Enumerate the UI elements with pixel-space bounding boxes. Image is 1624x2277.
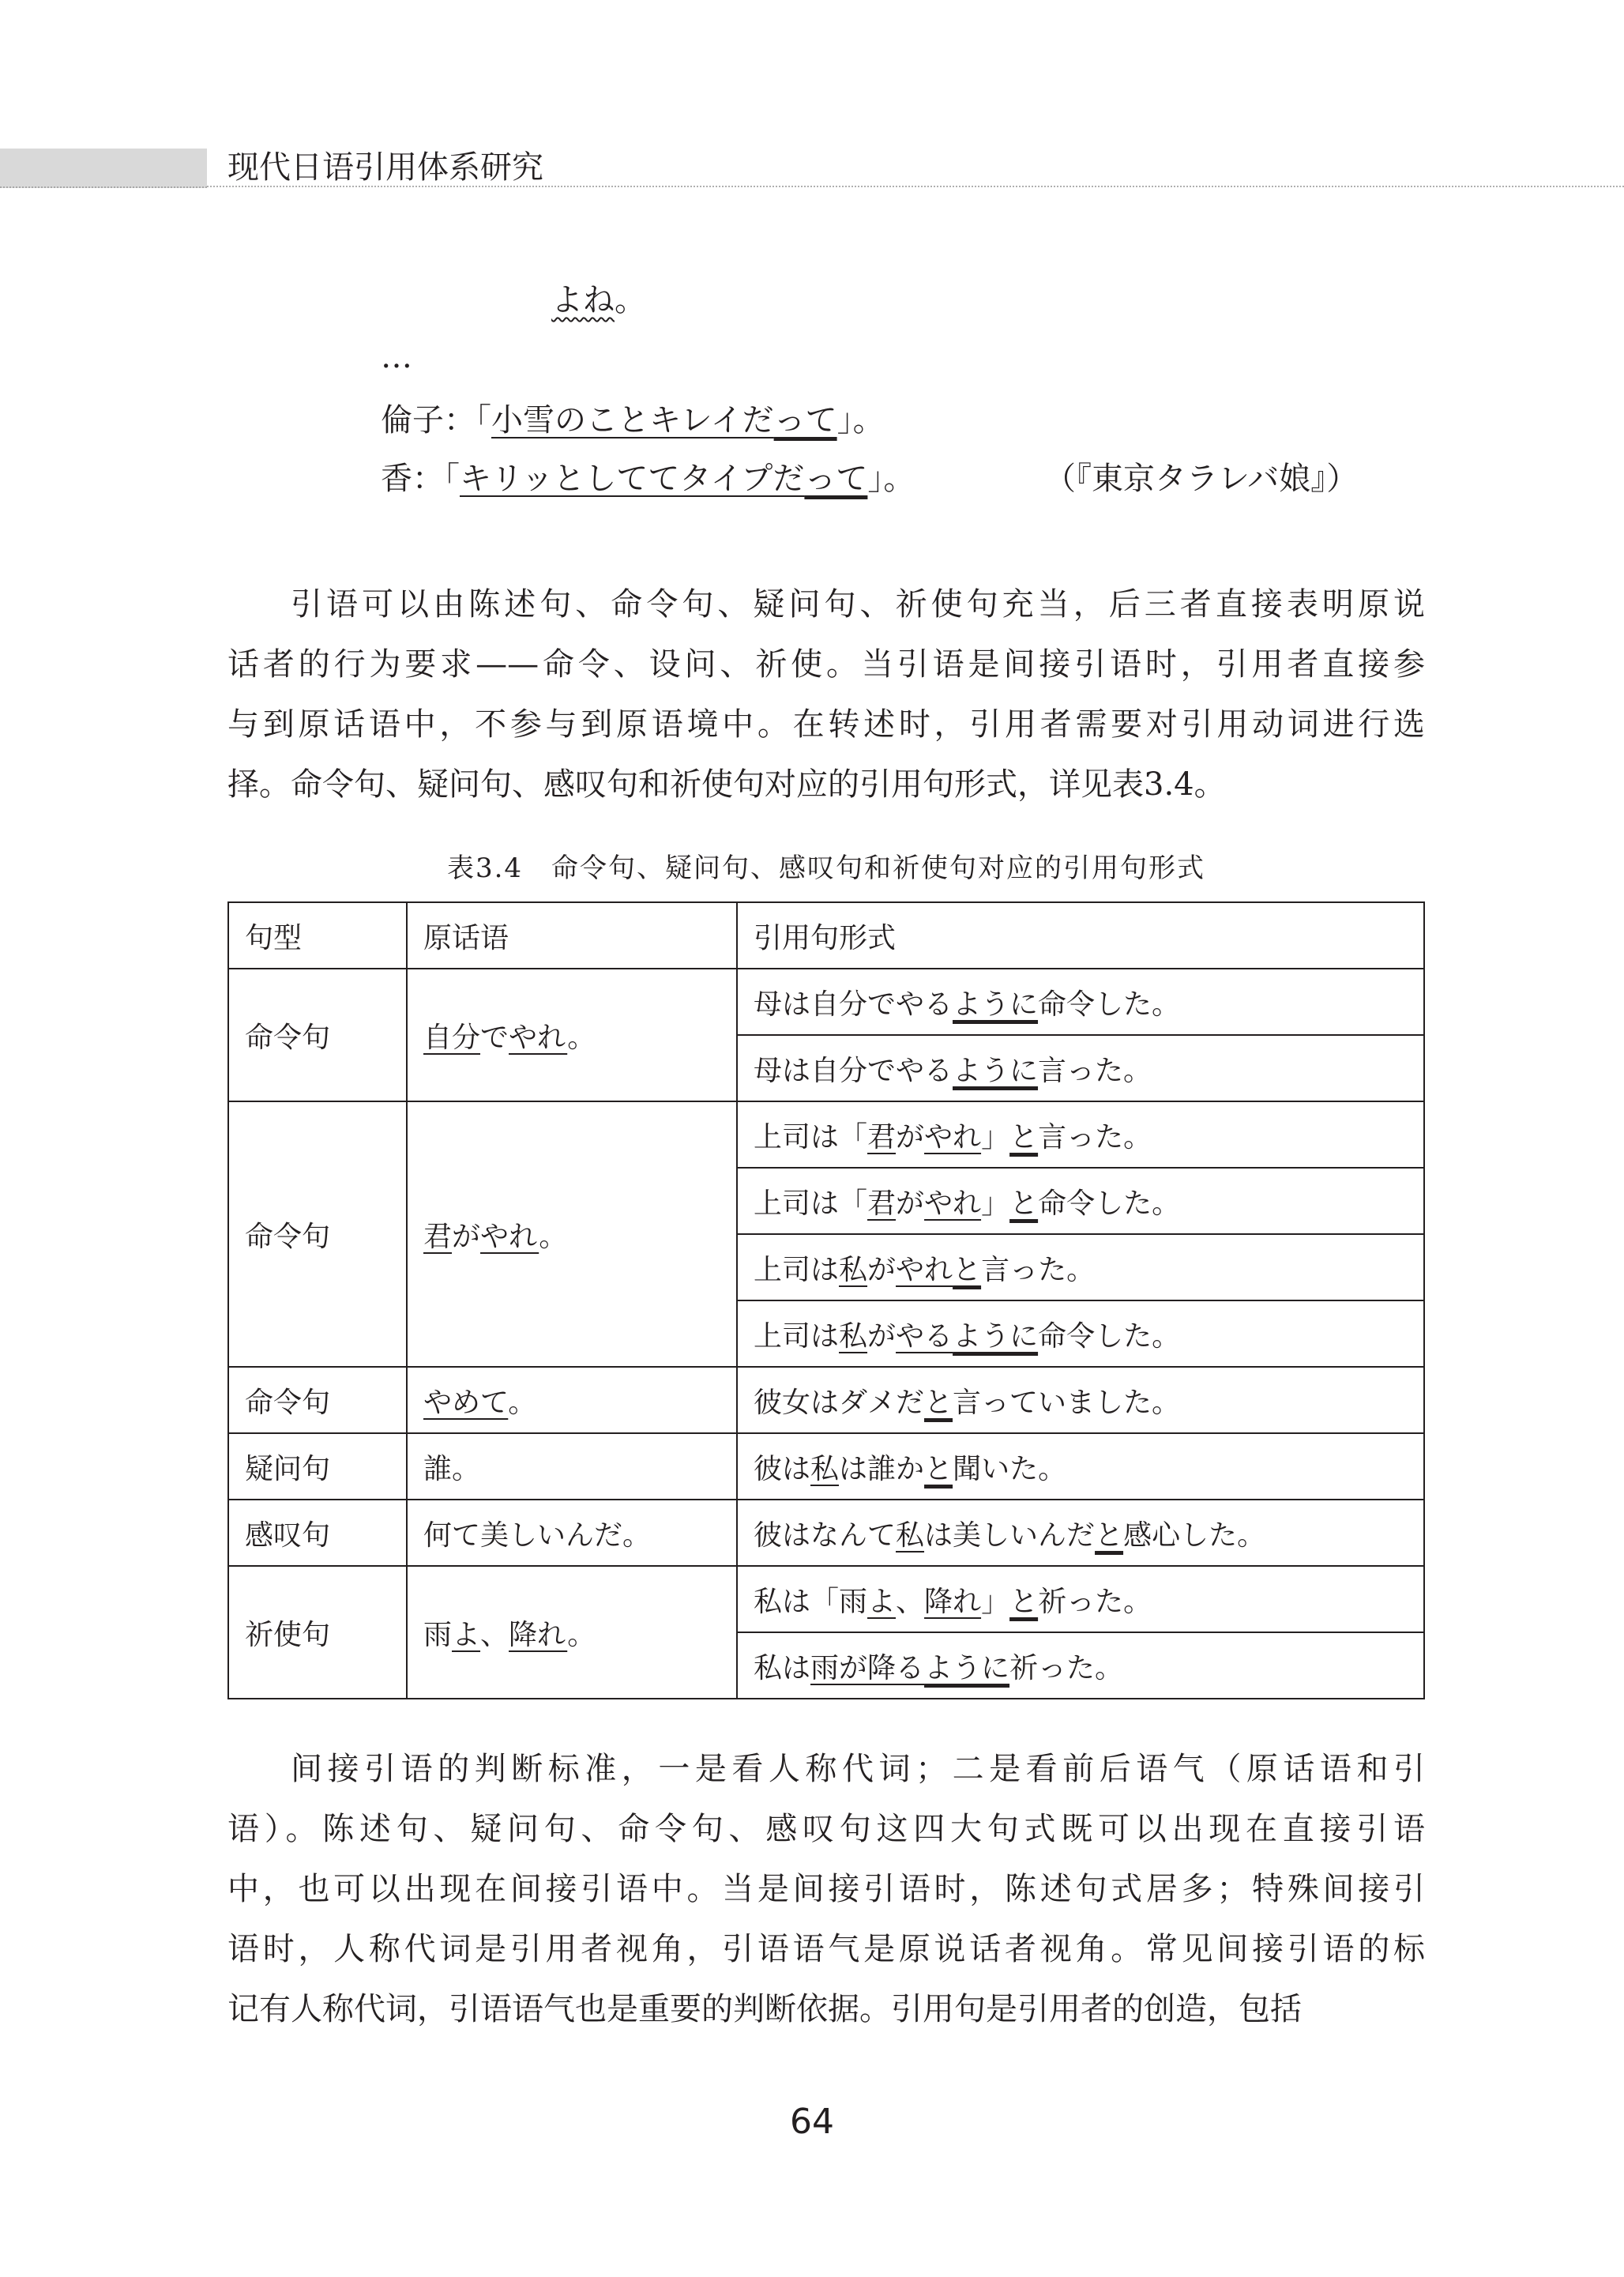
header-band (0, 149, 207, 188)
text-segment: 母は自分でやる (754, 988, 953, 1021)
paragraph-line: 记有人称代词，引语语气也是重要的判断依据。引用句是引用者的创造，包括 (227, 1991, 1302, 2027)
underlined-text: 私 (839, 1319, 868, 1353)
underlined-text: キリッとしててタイプだ (460, 461, 805, 497)
text-segment: 。 (539, 1220, 568, 1253)
table-row (228, 969, 1424, 1035)
text-segment: 感心した。 (1123, 1519, 1266, 1552)
quotation-form-cell (737, 1500, 1424, 1566)
text-segment: 。 (567, 1021, 596, 1054)
text-segment: が (867, 1253, 897, 1286)
underlined-text: やれ (509, 1021, 568, 1054)
original-utterance-cell (407, 1433, 737, 1500)
example-line-1 (381, 398, 885, 442)
text-segment: が (452, 1220, 481, 1253)
original-utterance-cell (407, 1367, 737, 1433)
underlined-text: 降れ (924, 1585, 982, 1618)
underlined-text: と (1095, 1519, 1124, 1552)
text-segment: 私は (754, 1651, 811, 1684)
underlined-text: 君 (423, 1220, 453, 1253)
sentence-type-cell: 感叹句 (228, 1500, 407, 1566)
underlined-text: 私 (839, 1253, 868, 1286)
sentence-type-cell: 命令句 (228, 1367, 407, 1433)
underlined-text: と (1009, 1187, 1039, 1220)
text-segment: 、 (480, 1618, 509, 1651)
text-segment: 」。 (867, 461, 915, 497)
quotation-form-cell (737, 1632, 1424, 1699)
text-segment: 倫子：「 (381, 402, 491, 438)
underlined-text: よ (452, 1618, 481, 1651)
underlined-text: って (804, 461, 868, 497)
text-segment: 彼女はダメだ (754, 1386, 925, 1419)
sentence-type-cell: 命令句 (228, 1101, 407, 1367)
underlined-text: と (1009, 1120, 1039, 1154)
page-number: 64 (790, 2102, 834, 2142)
paragraph-2 (227, 1739, 1425, 2039)
text-segment: 私は「雨 (754, 1585, 868, 1618)
quotation-form-cell (737, 1168, 1424, 1234)
underlined-text: 君 (867, 1120, 897, 1154)
quotation-form-cell (737, 1234, 1424, 1300)
underlined-text: 私 (810, 1452, 840, 1485)
underlined-text: 雨が降る (810, 1651, 925, 1684)
paragraph-line: 与到原话语中，不参与到原语境中。在转述时，引用者需要对引用动词进行选 (227, 706, 1425, 743)
underlined-text: ように (953, 1319, 1039, 1353)
text-segment: 言っていました。 (953, 1386, 1181, 1419)
underlined-text: やれ (924, 1120, 982, 1154)
sentence-type-cell: 疑问句 (228, 1433, 407, 1500)
paragraph-line: 间接引语的判断标准，一是看人称代词；二是看前后语气（原话语和引 (291, 1751, 1425, 1787)
text-segment: 。 (567, 1618, 596, 1651)
text-segment: 言った。 (981, 1253, 1096, 1286)
text-segment: 」 (981, 1585, 1010, 1618)
text-segment: は誰か (839, 1452, 925, 1485)
text-segment: 。 (508, 1386, 537, 1419)
text-segment: 雨 (423, 1618, 453, 1651)
sentence-type-cell: 命令句 (228, 969, 407, 1101)
text-segment: 祈った。 (1038, 1585, 1152, 1618)
text-segment: 聞いた。 (953, 1452, 1067, 1485)
table-row (228, 1566, 1424, 1632)
underlined-text: やめて (423, 1386, 509, 1419)
example-source: （『東京タラレバ娘』） (1044, 461, 1359, 497)
text-segment: が (896, 1187, 925, 1220)
underlined-text: と (953, 1253, 982, 1286)
table-header-row (228, 902, 1424, 969)
underlined-text: よね (551, 282, 615, 318)
underlined-text: やれ (896, 1253, 953, 1286)
original-utterance-cell (407, 1500, 737, 1566)
underlined-text: 君 (867, 1187, 897, 1220)
table-row (228, 1500, 1424, 1566)
table-caption: 表3.4 命令句、疑问句、感叹句和祈使句对应的引用句形式 (446, 852, 1206, 884)
text-segment: 上司は「 (754, 1187, 868, 1220)
underlined-text: って (773, 402, 837, 438)
text-segment: 上司は (754, 1319, 840, 1353)
header-cell-original: 原话语 (407, 902, 737, 969)
quotation-form-cell (737, 1035, 1424, 1101)
paragraph-line: 语时，人称代词是引用者视角，引语语气是原说话者视角。常见间接引语的标 (227, 1931, 1425, 1967)
text-segment: 上司は「 (754, 1120, 868, 1154)
text-segment: 言った。 (1038, 1120, 1152, 1154)
text-segment: 。 (615, 282, 646, 318)
paragraph-line: 择。命令句、疑问句、感叹句和祈使句对应的引用句形式，详见表3.4。 (227, 766, 1226, 803)
text-segment: 誰。 (423, 1452, 481, 1485)
header-cell-form: 引用句形式 (737, 902, 1424, 969)
text-segment: で (480, 1021, 509, 1054)
original-utterance-cell (407, 1101, 737, 1367)
header-cell-type: 句型 (228, 902, 407, 969)
example-line-2 (381, 457, 915, 501)
paragraph-line: 话者的行为要求——命令、设问、祈使。当引语是间接引语时，引用者直接参 (227, 646, 1425, 683)
text-segment: が (896, 1120, 925, 1154)
text-segment: は美しいんだ (924, 1519, 1096, 1552)
quotation-form-table (227, 901, 1425, 1699)
underlined-text: よ (867, 1585, 897, 1618)
underlined-text: と (924, 1386, 953, 1419)
text-segment: 命令した。 (1038, 1319, 1181, 1353)
original-utterance-cell (407, 969, 737, 1101)
text-segment: 彼は (754, 1452, 811, 1485)
table-row (228, 1433, 1424, 1500)
underlined-text: ように (953, 988, 1039, 1021)
underlined-text: 小雪のことキレイだ (491, 402, 774, 438)
underlined-text: やれ (924, 1187, 982, 1220)
text-segment: 香：「 (381, 461, 460, 497)
text-segment: 命令した。 (1038, 988, 1181, 1021)
underlined-text: やれ (480, 1220, 539, 1253)
text-segment: 」 (981, 1120, 1010, 1154)
text-segment: 上司は (754, 1253, 840, 1286)
text-segment: 」。 (836, 402, 885, 438)
original-utterance-cell (407, 1566, 737, 1699)
underlined-text: 私 (896, 1519, 925, 1552)
underlined-text: と (1009, 1585, 1039, 1618)
text-segment: 彼はなんて (754, 1519, 897, 1552)
quotation-form-cell (737, 969, 1424, 1035)
underlined-text: 自分 (423, 1021, 481, 1054)
table-body (228, 969, 1424, 1699)
paragraph-line: 引语可以由陈述句、命令句、疑问句、祈使句充当，后三者直接表明原说 (291, 586, 1425, 623)
quotation-form-cell (737, 1566, 1424, 1632)
text-segment: 言った。 (1038, 1054, 1152, 1087)
text-segment: 何て美しいんだ。 (423, 1519, 652, 1552)
text-segment: が (867, 1319, 897, 1353)
text-segment: 命令した。 (1038, 1187, 1181, 1220)
quotation-form-cell (737, 1101, 1424, 1168)
sentence-type-cell: 祈使句 (228, 1566, 407, 1699)
underlined-text: と (924, 1452, 953, 1485)
table-row (228, 1101, 1424, 1168)
text-segment: 、 (896, 1585, 925, 1618)
quotation-form-cell (737, 1433, 1424, 1500)
underlined-text: やる (896, 1319, 953, 1353)
example-tail (551, 278, 646, 322)
underlined-text: ように (924, 1651, 1010, 1684)
paragraph-line: 中，也可以出现在间接引语中。当是间接引语时，陈述句式居多；特殊间接引 (227, 1871, 1425, 1907)
paragraph-line: 语）。陈述句、疑问句、命令句、感叹句这四大句式既可以出现在直接引语 (227, 1811, 1425, 1847)
text-segment: 祈った。 (1009, 1651, 1124, 1684)
table-row (228, 1367, 1424, 1433)
quotation-form-cell (737, 1367, 1424, 1433)
paragraph-1 (227, 574, 1425, 815)
quotation-form-cell (737, 1300, 1424, 1367)
underlined-text: 降れ (509, 1618, 568, 1651)
example-ellipsis: … (381, 339, 412, 375)
text-segment: 母は自分でやる (754, 1054, 953, 1087)
text-segment: 」 (981, 1187, 1010, 1220)
running-title: 现代日语引用体系研究 (227, 149, 543, 186)
underlined-text: ように (953, 1054, 1039, 1087)
